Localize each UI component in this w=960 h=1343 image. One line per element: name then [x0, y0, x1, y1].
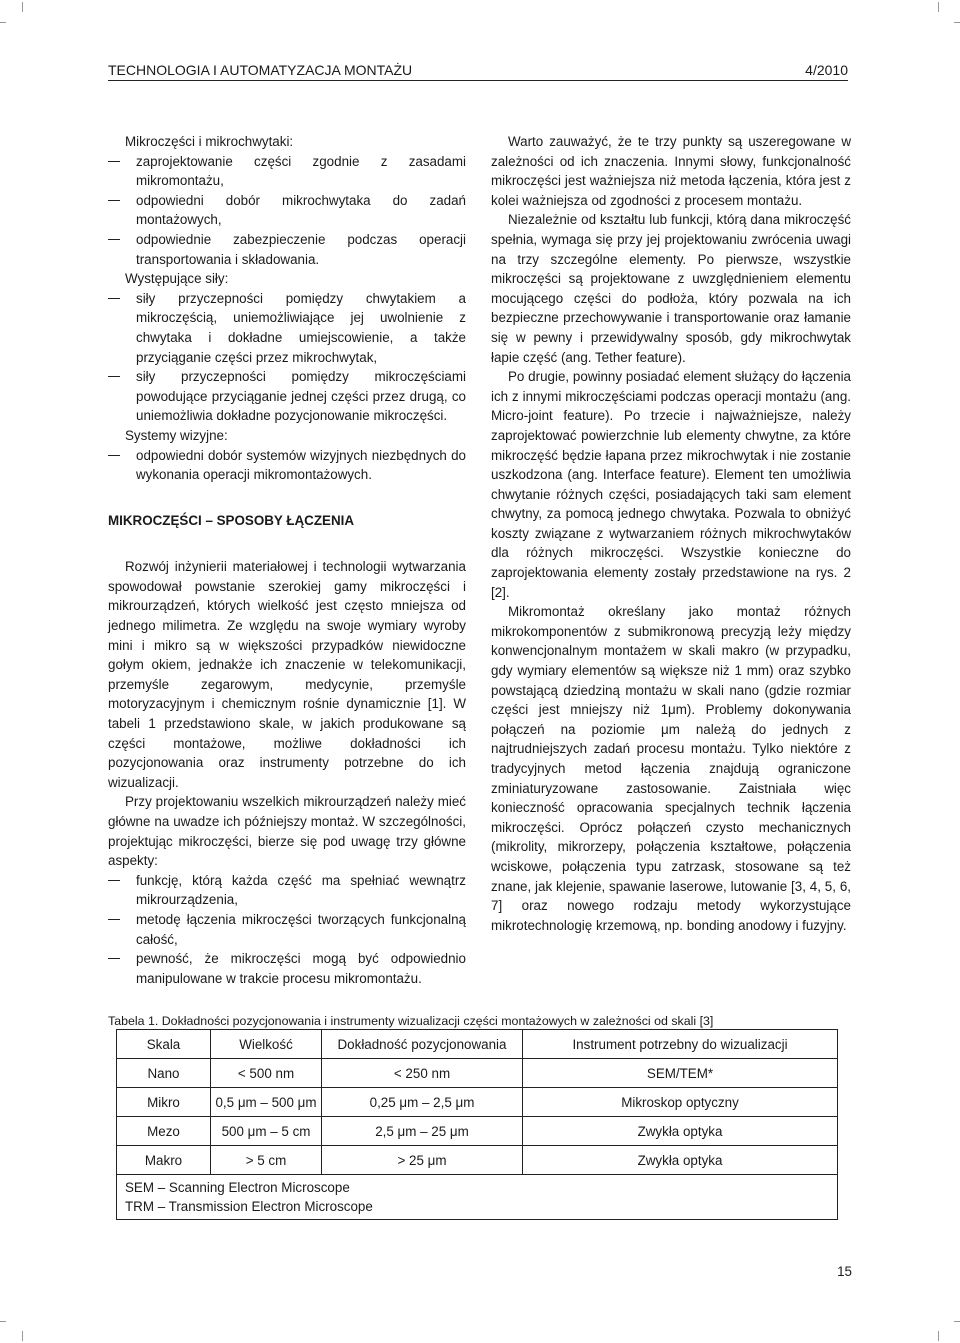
left-column — [108, 132, 466, 988]
page-number: 15 — [837, 1264, 852, 1279]
table-cell: > 25 μm — [322, 1146, 523, 1175]
body-paragraph: Rozwój inżynierii materiałowej i technologii wytwarzania spowodował powstanie szerokiej gamy mikroczęści i mikrourządzeń, których wielkość jest często mniejsza od jednego milimetra. Ze względu na swoje wymiary wyroby mini i mikro są w większości przypadków niewidoczne gołym okiem, jednakże ich znaczenie w telekomunikacji, przemyśle zegarowym, medycynie, przemyśle motoryzacyjnym i chemicznym rośnie dynamicznie [1]. W tabeli 1 przedstawiono skale, w jakich produkowane są części montażowe, możliwe dokładności ich pozycjonowania oraz instrumenty potrzebne do ich wizualizacji. — [108, 559, 466, 790]
list-item: odpowiedni dobór mikrochwytaka do zadań montażowych, — [108, 191, 466, 230]
list-item: metodę łączenia mikroczęści tworzących funkcjonalną całość, — [108, 910, 466, 949]
crop-mark — [22, 2, 23, 12]
table-note: TRM – Transmission Electron Microscope — [125, 1199, 373, 1214]
list-item: funkcję, którą każda część ma spełniać wewnątrz mikrourządzenia, — [108, 871, 466, 910]
issue-number: 4/2010 — [805, 62, 848, 78]
table-cell: 500 μm – 5 cm — [211, 1117, 322, 1146]
table-cell: < 500 nm — [211, 1059, 322, 1088]
list-item: zaprojektowanie części zgodnie z zasadami mikromontażu, — [108, 152, 466, 191]
table-cell: Zwykła optyka — [523, 1146, 838, 1175]
table-row — [117, 1117, 838, 1146]
forces-label: Występujące siły: — [125, 271, 229, 287]
crop-mark — [938, 1331, 939, 1341]
journal-title: TECHNOLOGIA I AUTOMATYZACJA MONTAŻU — [108, 62, 413, 78]
table-cell: Zwykła optyka — [523, 1117, 838, 1146]
column-header: Instrument potrzebny do wizualizacji — [523, 1030, 838, 1059]
scales-table — [116, 1029, 838, 1220]
table-header-row — [117, 1030, 838, 1059]
column-header: Skala — [117, 1030, 211, 1059]
crop-mark — [0, 22, 6, 23]
list-item: odpowiednie zabezpieczenie podczas operacji transportowania i składowania. — [108, 230, 466, 269]
body-paragraph: Po drugie, powinny posiadać element służący do łączenia ich z innymi mikroczęściami podczas operacji montażu (ang. Micro-joint feature). Po trzecie i najważniejsze, należy zaprojektować powierzchnie lub elementy chwytne, za które mikroczęść będzie łapana przez mikrochwytak i nie zostanie uszkodzona (ang. Interface feature). Element ten umożliwia chwytanie różnych części, posiadających taki sam element chwytny, za pomocą jednego chwytaka. Pozwala to obniżyć koszty związane z wytwarzaniem różnych mikrochwytaków dla różnych mikroczęści. Wszystkie konieczne do zaprojektowania elementy zostały przedstawione na rys. 2 [2]. — [491, 369, 851, 600]
table-cell: Mikro — [117, 1088, 211, 1117]
micro-parts-label: Mikroczęści i mikrochwytaki: — [125, 134, 294, 149]
vision-label: Systemy wizyjne: — [125, 427, 228, 443]
crop-mark — [938, 2, 939, 12]
crop-mark — [22, 1331, 23, 1341]
table-cell: Makro — [117, 1146, 211, 1175]
table-row — [117, 1088, 838, 1117]
table-cell: 0,5 μm – 500 μm — [211, 1088, 322, 1117]
running-header — [108, 62, 848, 82]
table-notes — [117, 1175, 838, 1220]
section-heading: MIKROCZĘŚCI – SPOSOBY ŁĄCZENIA — [108, 512, 355, 528]
body-paragraph: Niezależnie od kształtu lub funkcji, którą dana mikroczęść spełnia, wymaga się przy jej projektowaniu zwrócenia uwagi na trzy szczególne elementy. Po pierwsze, wszystkie mikroczęści są projektowane z uwzględnieniem elementu mocującego części do podłoża, który pozwala na ich bezpieczne przechowywanie i transportowanie oraz łamanie się w pewny i przewidywalny sposób, gdy mikrochwytak łapie część (ang. Tether feature). — [491, 212, 851, 365]
table-cell: Nano — [117, 1059, 211, 1088]
body-paragraph: Warto zauważyć, że te trzy punkty są uszeregowane w zależności od ich znaczenia. Innymi słowy, funkcjonalność mikroczęści jest ważniejsza niż metoda łączenia, która jest z kolei ważniejsza od zgodności z procesem montażu. — [491, 134, 851, 208]
table-row — [117, 1059, 838, 1088]
crop-mark — [954, 22, 960, 23]
list-item: siły przyczepności pomiędzy mikroczęściami powodujące przyciąganie jednej części przez drugą, co uniemożliwia dokładne pozycjonowanie mikroczęści. — [108, 367, 466, 426]
table-cell: SEM/TEM* — [523, 1059, 838, 1088]
table-cell: > 5 cm — [211, 1146, 322, 1175]
body-paragraph: Mikromontaż określany jako montaż różnych mikrokomponentów z submikronową precyzją leży między konwencjonalnym montażem w skali makro (w przypadku, gdy wymiary elementów są większe niż 1 mm) oraz szybko powstającą dziedziną montażu w skali nano (gdzie rozmiar części jest mniejszy niż 1μm). Problemy dokonywania połączeń na poziomie μm należą do jednych z najtrudniejszych zadań procesu montażu. Tylko niektóre z tradycyjnych metod łączenia znajdują ograniczone zminiaturyzowane zastosowanie. Zaistniała więc konieczność opracowania specjalnych technik łączenia mikroczęści. Oprócz połączeń czysto mechanicznych (mikrolity, mikrorzepy, połączenia kształtowe, połączenia wciskowe, połączenia typu zatrzask, stosowane są też znane, jak klejenie, spawanie laserowe, lutowanie [3, 4, 5, 6, 7] oraz nowego rodzaju metody wykorzystujące mikrotechnologię krzemową, np. bonding anodowy i fuzyjny. — [491, 604, 851, 933]
crop-mark — [954, 1321, 960, 1322]
table-notes-row — [117, 1175, 838, 1220]
table-cell: 2,5 μm – 25 μm — [322, 1117, 523, 1146]
right-column — [491, 132, 851, 935]
list-item: pewność, że mikroczęści mogą być odpowiednio manipulowane w trakcie procesu mikromontażu. — [108, 949, 466, 988]
table-note: SEM – Scanning Electron Microscope — [125, 1180, 350, 1195]
table-caption: Tabela 1. Dokładności pozycjonowania i instrumenty wizualizacji części montażowych w zależności od skali [3] — [108, 1014, 714, 1028]
crop-mark — [0, 1321, 6, 1322]
header-rule — [108, 80, 848, 81]
list-item: odpowiedni dobór systemów wizyjnych niezbędnych do wykonania operacji mikromontażowych. — [108, 446, 466, 485]
body-paragraph: Przy projektowaniu wszelkich mikrourządzeń należy mieć główne na uwadze ich późniejszy montaż. W szczególności, projektując mikroczęści, bierze się pod uwagę trzy główne aspekty: — [108, 794, 466, 869]
list-item: siły przyczepności pomiędzy chwytakiem a mikroczęścią, uniemożliwiające jej uwolnienie z chwytaka i dokładne umiejscowienie, a także przyciąganie części przez mikrochwytak, — [108, 289, 466, 367]
column-header: Wielkość — [211, 1030, 322, 1059]
table-cell: 0,25 μm – 2,5 μm — [322, 1088, 523, 1117]
column-header: Dokładność pozycjonowania — [322, 1030, 523, 1059]
table-cell: < 250 nm — [322, 1059, 523, 1088]
table-cell: Mikroskop optyczny — [523, 1088, 838, 1117]
table-cell: Mezo — [117, 1117, 211, 1146]
table-row — [117, 1146, 838, 1175]
